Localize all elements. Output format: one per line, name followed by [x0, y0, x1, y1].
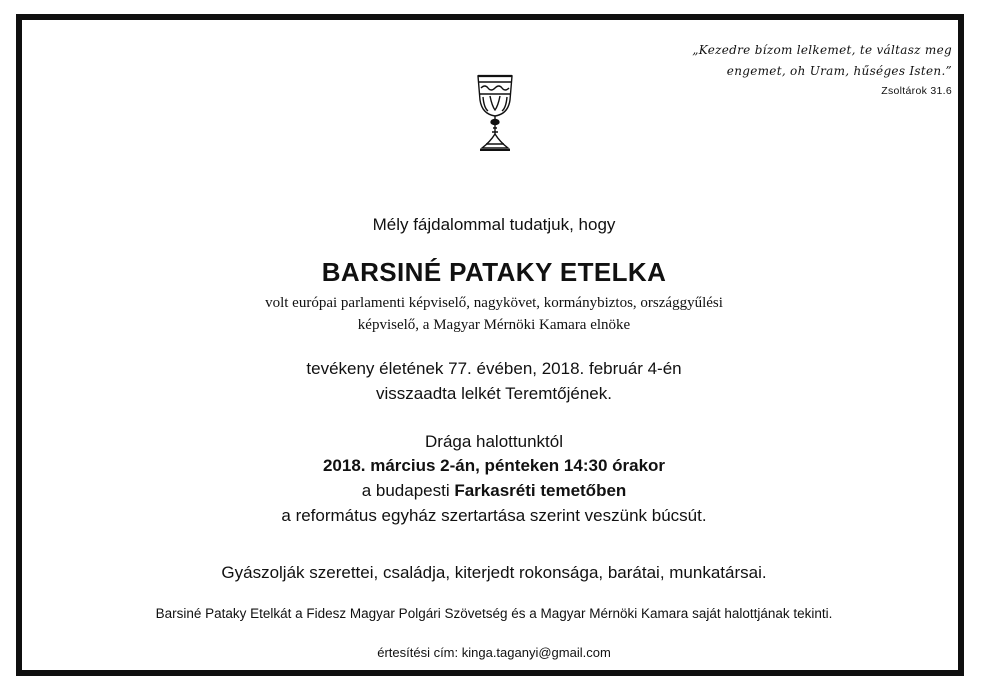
- funeral-line-1: Drága halottunktól: [425, 432, 563, 451]
- funeral-location-prefix: a budapesti: [361, 481, 455, 500]
- quote-line-2: engemet, oh Uram, hűséges Isten.”: [726, 64, 952, 78]
- titles-line-2: képviselő, a Magyar Mérnöki Kamara elnöke: [357, 317, 631, 333]
- intro-text: Mély fájdalommal tudatjuk, hogy: [372, 215, 616, 234]
- funeral-line-4: a református egyház szertartása szerint veszünk búcsút.: [281, 506, 707, 525]
- funeral-datetime: 2018. március 2-án, pénteken 14:30 órakor: [322, 456, 666, 475]
- funeral-cemetery: Farkasréti temetőben: [454, 481, 627, 500]
- death-line-2: visszaadta lelkét Teremtőjének.: [376, 384, 612, 403]
- titles-line-1: volt európai parlamenti képviselő, nagykövet, kormánybiztos, országgyűlési: [265, 295, 723, 311]
- death-line-1: tevékeny életének 77. évében, 2018. február 4-én: [306, 359, 682, 378]
- quote-line-1: „Kezedre bízom lelkemet, te váltasz meg: [692, 43, 952, 57]
- organizations-text: Barsiné Pataky Etelkát a Fidesz Magyar Polgári Szövetség és a Magyar Mérnöki Kamara saját halottjának tekinti.: [155, 606, 833, 621]
- deceased-name: BARSINÉ PATAKY ETELKA: [321, 257, 667, 287]
- contact-text: értesítési cím: kinga.taganyi@gmail.com: [377, 645, 611, 660]
- quote-reference: Zsoltárok 31.6: [881, 85, 952, 97]
- bible-quote: [692, 40, 952, 99]
- funeral-location: [20, 481, 968, 501]
- mourners-text: Gyászolják szerettei, családja, kiterjedt rokonsága, barátai, munkatársai.: [221, 563, 767, 582]
- chalice-icon: [470, 70, 520, 158]
